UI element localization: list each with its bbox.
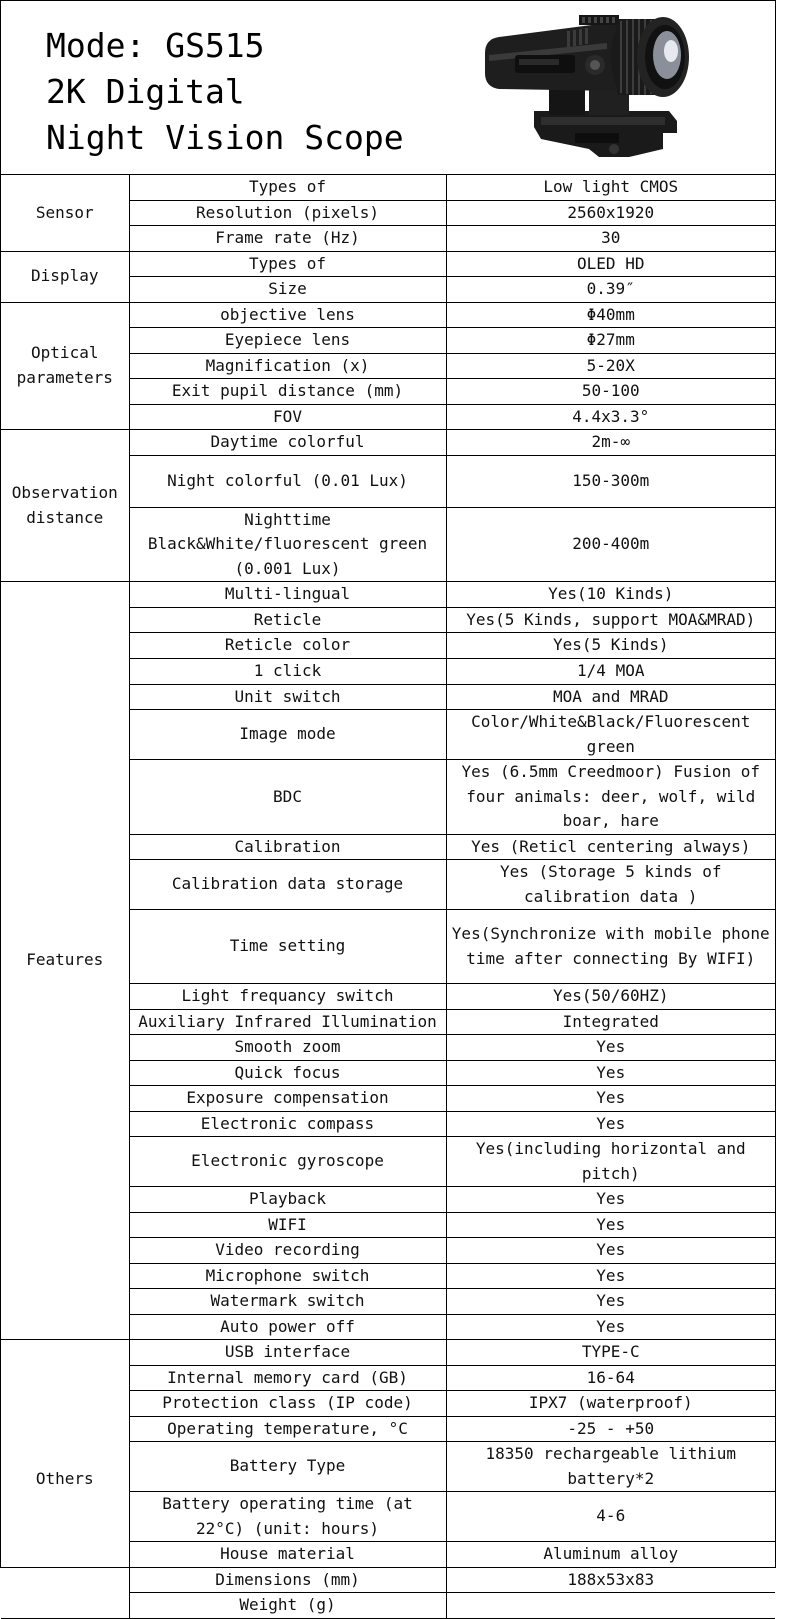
spec-table bbox=[1, 175, 775, 1619]
category-cell: Optical parameters bbox=[1, 302, 129, 430]
parameter-cell: Video recording bbox=[129, 1238, 446, 1264]
table-row bbox=[1, 175, 775, 200]
value-cell: Yes (6.5mm Creedmoor) Fusion of four animals: deer, wolf, wild boar, hare bbox=[446, 760, 775, 835]
parameter-cell: Eyepiece lens bbox=[129, 328, 446, 354]
value-cell: 150-300m bbox=[446, 455, 775, 507]
value-cell: -25 - +50 bbox=[446, 1416, 775, 1442]
value-cell: MOA and MRAD bbox=[446, 684, 775, 710]
value-cell: Low light CMOS bbox=[446, 175, 775, 200]
parameter-cell: 1 click bbox=[129, 659, 446, 685]
value-cell: Yes bbox=[446, 1212, 775, 1238]
value-cell: 4.4x3.3° bbox=[446, 404, 775, 430]
value-cell: Yes (Reticl centering always) bbox=[446, 834, 775, 860]
parameter-cell: Reticle color bbox=[129, 633, 446, 659]
parameter-cell: Playback bbox=[129, 1187, 446, 1213]
parameter-cell: House material bbox=[129, 1542, 446, 1568]
category-cell: Display bbox=[1, 251, 129, 302]
night-vision-scope-photo bbox=[479, 9, 699, 161]
parameter-cell: Battery operating time (at 22°C) (unit: hours) bbox=[129, 1492, 446, 1542]
category-cell: Sensor bbox=[1, 175, 129, 251]
parameter-cell: Watermark switch bbox=[129, 1289, 446, 1315]
parameter-cell: Exposure compensation bbox=[129, 1086, 446, 1112]
value-cell: 188x53x83 bbox=[446, 1567, 775, 1593]
category-cell: Features bbox=[1, 582, 129, 1340]
value-cell: 0.39″ bbox=[446, 277, 775, 303]
parameter-cell: BDC bbox=[129, 760, 446, 835]
value-cell: Yes bbox=[446, 1263, 775, 1289]
value-cell: TYPE-C bbox=[446, 1340, 775, 1366]
category-cell: Others bbox=[1, 1340, 129, 1619]
header bbox=[1, 1, 775, 175]
value-cell: 200-400m bbox=[446, 507, 775, 582]
value-cell: Yes (Storage 5 kinds of calibration data ) bbox=[446, 860, 775, 910]
parameter-cell: Light frequancy switch bbox=[129, 984, 446, 1010]
value-cell: OLED HD bbox=[446, 251, 775, 277]
value-cell: Yes(including horizontal and pitch) bbox=[446, 1137, 775, 1187]
table-row bbox=[1, 251, 775, 277]
value-cell: IPX7 (waterproof) bbox=[446, 1391, 775, 1417]
category-cell: Observation distance bbox=[1, 430, 129, 582]
value-cell: Φ27mm bbox=[446, 328, 775, 354]
parameter-cell: Microphone switch bbox=[129, 1263, 446, 1289]
parameter-cell: Magnification (x) bbox=[129, 353, 446, 379]
parameter-cell: Time setting bbox=[129, 910, 446, 984]
value-cell: Yes bbox=[446, 1314, 775, 1340]
value-cell: Yes bbox=[446, 1111, 775, 1137]
value-cell: Yes(5 Kinds) bbox=[446, 633, 775, 659]
parameter-cell: Dimensions (mm) bbox=[129, 1567, 446, 1593]
parameter-cell: Electronic compass bbox=[129, 1111, 446, 1137]
value-cell: Color/White&Black/Fluorescent green bbox=[446, 710, 775, 760]
parameter-cell: objective lens bbox=[129, 302, 446, 328]
parameter-cell: Daytime colorful bbox=[129, 430, 446, 456]
parameter-cell: Reticle bbox=[129, 607, 446, 633]
value-cell: Yes bbox=[446, 1187, 775, 1213]
parameter-cell: Protection class (IP code) bbox=[129, 1391, 446, 1417]
value-cell: Yes(50/60HZ) bbox=[446, 984, 775, 1010]
parameter-cell: Frame rate (Hz) bbox=[129, 226, 446, 252]
parameter-cell: Electronic gyroscope bbox=[129, 1137, 446, 1187]
value-cell: Φ40mm bbox=[446, 302, 775, 328]
parameter-cell: Operating temperature, °C bbox=[129, 1416, 446, 1442]
table-row bbox=[1, 302, 775, 328]
parameter-cell: Exit pupil distance (mm) bbox=[129, 379, 446, 405]
parameter-cell: Types of bbox=[129, 251, 446, 277]
value-cell: Yes(5 Kinds, support MOA&MRAD) bbox=[446, 607, 775, 633]
parameter-cell: Multi-lingual bbox=[129, 582, 446, 608]
value-cell: 18350 rechargeable lithium battery*2 bbox=[446, 1442, 775, 1492]
value-cell: 2m-∞ bbox=[446, 430, 775, 456]
value-cell: 16-64 bbox=[446, 1365, 775, 1391]
parameter-cell: Battery Type bbox=[129, 1442, 446, 1492]
value-cell: 50-100 bbox=[446, 379, 775, 405]
value-cell: Yes bbox=[446, 1035, 775, 1061]
parameter-cell: Auto power off bbox=[129, 1314, 446, 1340]
parameter-cell: Smooth zoom bbox=[129, 1035, 446, 1061]
value-cell: 2560x1920 bbox=[446, 200, 775, 226]
value-cell: 30 bbox=[446, 226, 775, 252]
value-cell: Yes bbox=[446, 1238, 775, 1264]
value-cell: 4-6 bbox=[446, 1492, 775, 1542]
parameter-cell: Night colorful (0.01 Lux) bbox=[129, 455, 446, 507]
value-cell: Yes(Synchronize with mobile phone time after connecting By WIFI) bbox=[446, 910, 775, 984]
table-row bbox=[1, 430, 775, 456]
parameter-cell: Internal memory card (GB) bbox=[129, 1365, 446, 1391]
value-cell: Yes bbox=[446, 1060, 775, 1086]
parameter-cell: Size bbox=[129, 277, 446, 303]
parameter-cell: Calibration data storage bbox=[129, 860, 446, 910]
value-cell: Integrated bbox=[446, 1009, 775, 1035]
parameter-cell: Resolution (pixels) bbox=[129, 200, 446, 226]
parameter-cell: Weight (g) bbox=[129, 1593, 446, 1619]
value-cell: Yes(10 Kinds) bbox=[446, 582, 775, 608]
value-cell: Yes bbox=[446, 1289, 775, 1315]
parameter-cell: Nighttime Black&White/fluorescent green (0.001 Lux) bbox=[129, 507, 446, 582]
value-cell bbox=[446, 1593, 775, 1619]
parameter-cell: Unit switch bbox=[129, 684, 446, 710]
parameter-cell: Calibration bbox=[129, 834, 446, 860]
table-row bbox=[1, 1340, 775, 1366]
value-cell: 5-20X bbox=[446, 353, 775, 379]
value-cell: Yes bbox=[446, 1086, 775, 1112]
product-name-title: Night Vision Scope bbox=[46, 118, 404, 157]
model-title: Mode: GS515 bbox=[46, 26, 265, 65]
parameter-cell: Types of bbox=[129, 175, 446, 200]
parameter-cell: Auxiliary Infrared Illumination bbox=[129, 1009, 446, 1035]
table-row bbox=[1, 582, 775, 608]
parameter-cell: WIFI bbox=[129, 1212, 446, 1238]
parameter-cell: Image mode bbox=[129, 710, 446, 760]
parameter-cell: FOV bbox=[129, 404, 446, 430]
product-type-title: 2K Digital bbox=[46, 72, 245, 111]
value-cell: 1/4 MOA bbox=[446, 659, 775, 685]
parameter-cell: USB interface bbox=[129, 1340, 446, 1366]
parameter-cell: Quick focus bbox=[129, 1060, 446, 1086]
value-cell: Aluminum alloy bbox=[446, 1542, 775, 1568]
